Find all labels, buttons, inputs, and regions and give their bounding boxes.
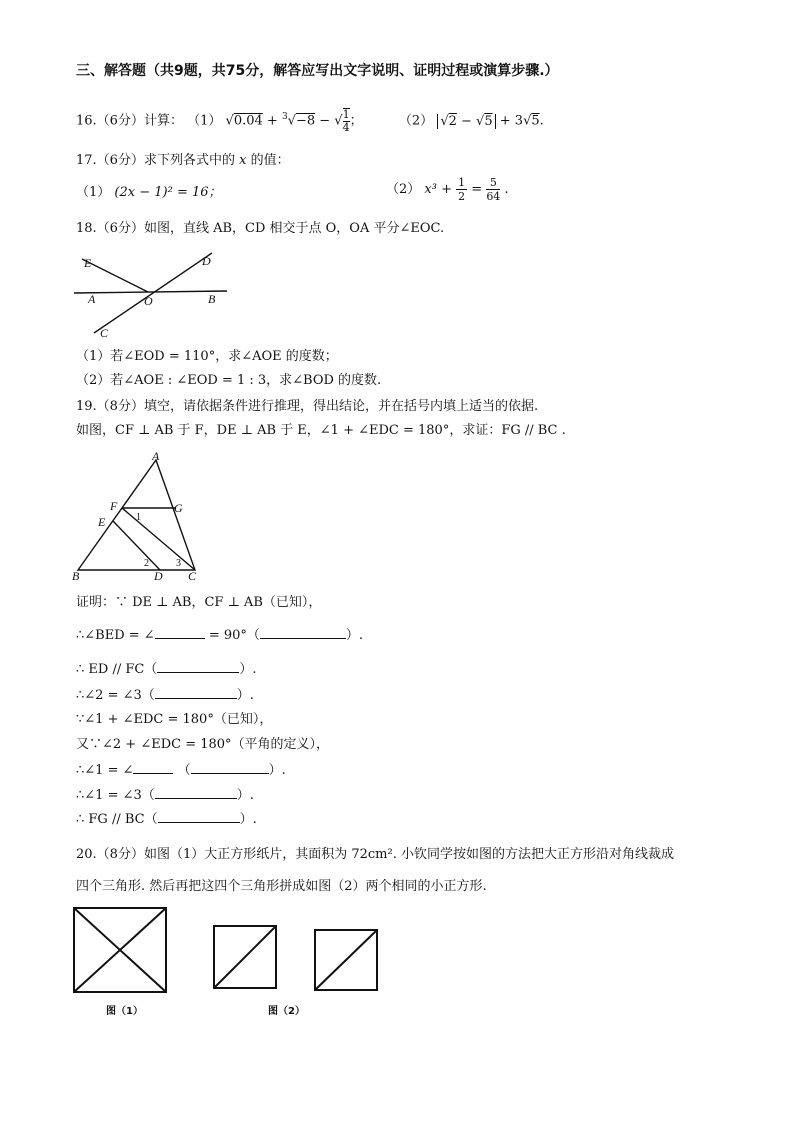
- label-d: D: [202, 254, 211, 268]
- q18-stem: 18.（6分）如图，直线 AB，CD 相交于点 O，OA 平分∠EOC.: [76, 221, 445, 236]
- figure-2-square-b: [315, 930, 377, 990]
- label-c: C: [100, 326, 109, 340]
- proof-line-2: ∴∠BED = ∠ = 90°（ ）.: [76, 628, 364, 643]
- q16-p1-label: （1）: [187, 113, 222, 129]
- q19-stem-2: 如图，CF ⊥ AB 于 F，DE ⊥ AB 于 E，∠1 + ∠EDC = 180°，求证：FG // BC .: [76, 423, 566, 438]
- q20-stem-2: 四个三角形. 然后再把这四个三角形拼成如图（2）两个相同的小正方形.: [76, 879, 487, 894]
- line-ab: [74, 291, 227, 293]
- label-g: G: [174, 501, 183, 515]
- q18-p2: （2）若∠AOE : ∠EOD = 1 : 3，求∠BOD 的度数.: [76, 373, 382, 388]
- proof-line-3: ∴ ED // FC（ ）.: [76, 662, 257, 677]
- q18-figure: [72, 245, 232, 340]
- proof-line-4: ∴∠2 = ∠3（ ）.: [76, 688, 254, 703]
- label-angle-2: 2: [144, 558, 149, 569]
- q19-figure: [70, 450, 205, 582]
- proof-line-8: ∴∠1 = ∠3（ ）.: [76, 788, 254, 803]
- label-e: E: [98, 515, 106, 529]
- q17-p2: （2） x³ + $\frac{1}{2}$ = $\frac{5}{64}$ .: [386, 176, 509, 203]
- label-angle-3: 3: [176, 558, 181, 569]
- segment-ed: [113, 521, 160, 570]
- section-heading: 三、解答题（共9题，共75分，解答应写出文字说明、证明过程或演算步骤.）: [76, 63, 559, 79]
- label-d: D: [154, 569, 163, 582]
- proof-line-9: ∴ FG // BC（ ）.: [76, 812, 257, 827]
- q16-number: 16.（6分）计算：: [76, 113, 183, 129]
- figure-1: [74, 908, 166, 992]
- ray-oe: [82, 259, 148, 292]
- figure-1-label: 图（1）: [106, 1006, 143, 1017]
- label-a: A: [88, 292, 96, 306]
- proof-line-7: ∴∠1 = ∠ （ ）.: [76, 763, 286, 778]
- proof-line-5: ∵∠1 + ∠EDC = 180°（已知），: [76, 712, 273, 727]
- label-angle-1: 1: [136, 512, 141, 523]
- q16-line: [76, 108, 544, 134]
- q16-p2-label: （2）: [398, 113, 434, 129]
- proof-line-6: 又∵∠2 + ∠EDC = 180°（平角的定义），: [76, 737, 330, 752]
- label-b: B: [72, 569, 80, 582]
- q16-p1-math: √0.04 + $^3$√−8 − √ $\frac{1}{4}$ ；: [225, 108, 363, 134]
- figure-2-label: 图（2）: [268, 1006, 305, 1017]
- label-a: A: [152, 450, 160, 463]
- label-e: E: [84, 256, 92, 270]
- q16-p2-math: √2 − √5 + 3√5.: [437, 114, 543, 129]
- q20-stem-1: 20.（8分）如图（1）大正方形纸片，其面积为 72cm². 小钦同学按如图的方法把大正方形沿对角线裁成: [76, 847, 674, 862]
- label-f: F: [110, 499, 118, 513]
- proof-line-1: 证明：∵ DE ⊥ AB，CF ⊥ AB（已知），: [76, 595, 322, 610]
- label-c: C: [188, 569, 197, 582]
- figure-2-square-a: [214, 926, 276, 988]
- q20-figure: [70, 902, 385, 1020]
- q17-p1-label: （1）: [76, 185, 111, 200]
- q19-stem-1: 19.（8分）填空，请依据条件进行推理，得出结论，并在括号内填上适当的依据.: [76, 399, 539, 414]
- q18-p1: （1）若∠EOD = 110°，求∠AOE 的度数；: [76, 349, 338, 364]
- q17-p1-expr: (2x − 1)² = 16；: [114, 185, 222, 200]
- q17-stem: 17.（6分）求下列各式中的 x 的值：: [76, 153, 290, 168]
- label-b: B: [208, 292, 216, 306]
- q17-parts: [76, 184, 222, 202]
- label-o: O: [144, 294, 153, 308]
